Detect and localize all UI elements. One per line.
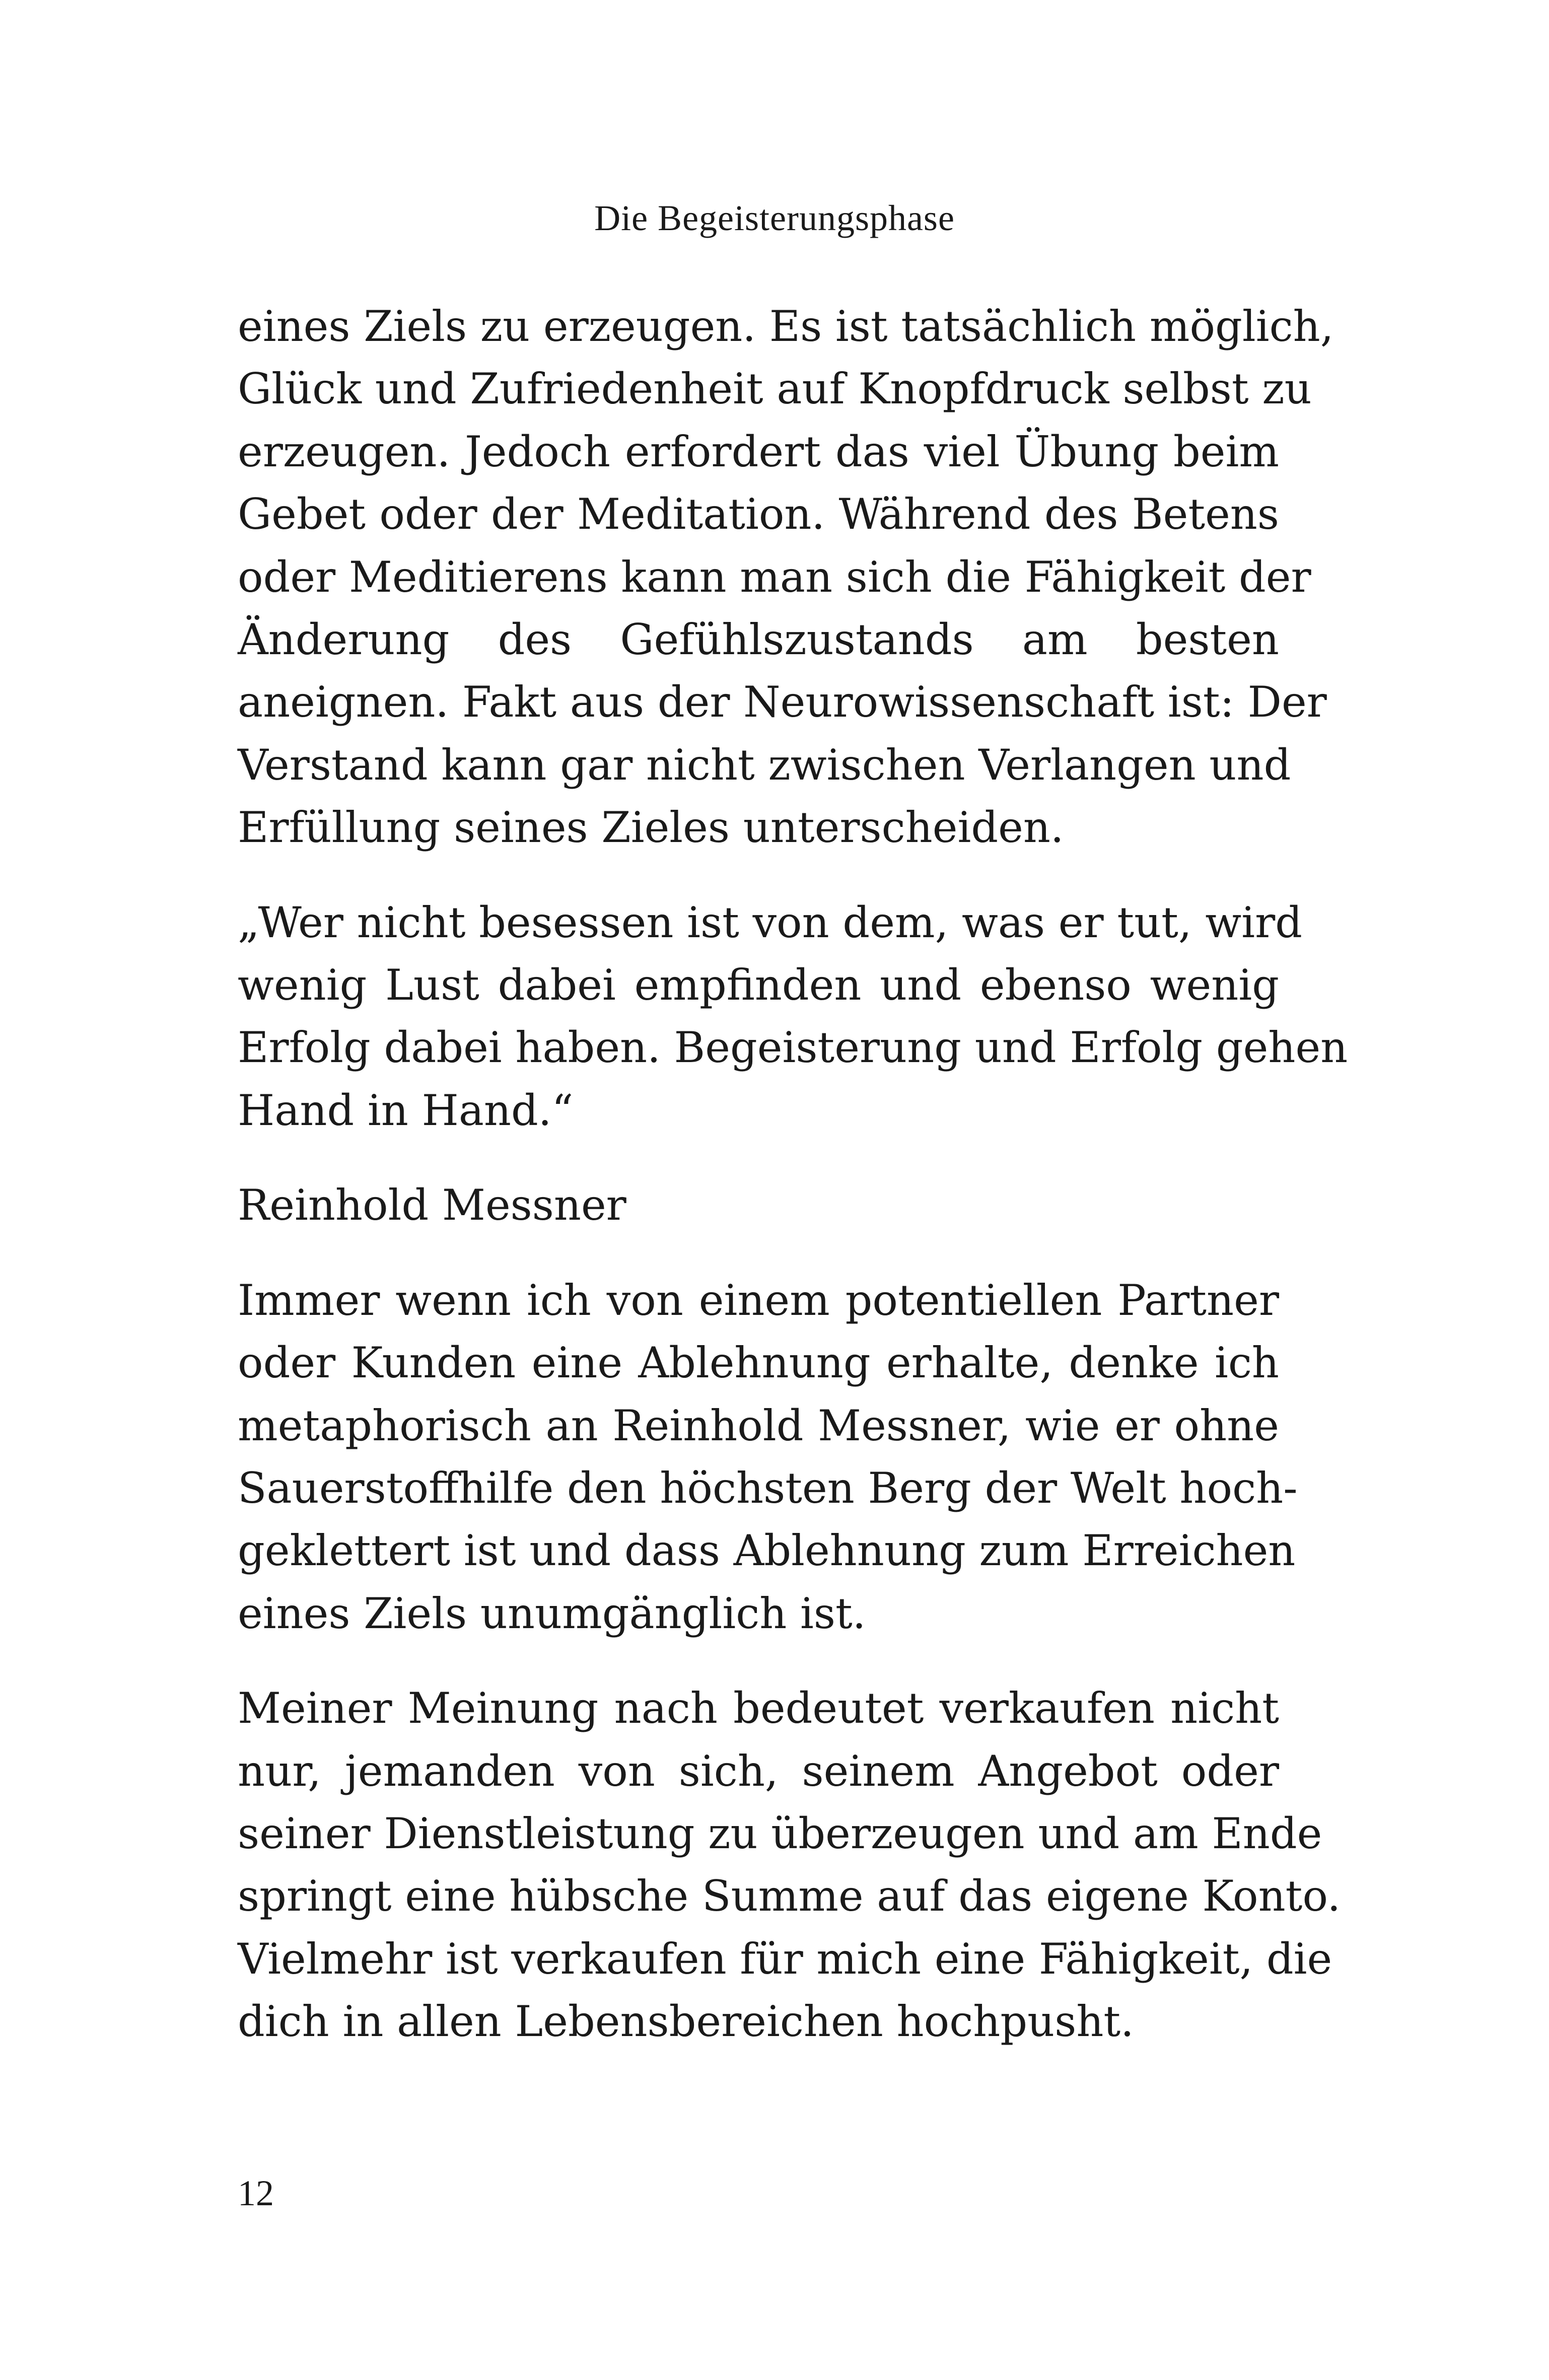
- text-line: Gebet oder der Meditation. Während des Betens: [238, 489, 1279, 539]
- text-line: seiner Dienstleistung zu überzeugen und am Ende: [238, 1808, 1322, 1858]
- text-line: springt eine hübsche Summe auf das eigene Konto.: [238, 1871, 1341, 1921]
- page-number: 12: [238, 2173, 274, 2213]
- text-line: eines Ziels zu erzeugen. Es ist tatsächlich möglich,: [238, 302, 1334, 351]
- text-line: „Wer nicht besessen ist von dem, was er tut, wird: [238, 897, 1303, 947]
- text-line: dich in allen Lebensbereichen hochpusht.: [238, 1997, 1134, 2047]
- text-line: oder Kunden eine Ablehnung erhalte, denke ich: [238, 1338, 1279, 1388]
- text-line: Immer wenn ich von einem potentiellen Partner: [238, 1275, 1279, 1325]
- paragraph-2: [238, 1269, 1298, 1645]
- text-line: Erfolg dabei haben. Begeisterung und Erfolg gehen: [238, 1023, 1348, 1073]
- text-line: Hand in Hand.“: [238, 1085, 574, 1135]
- body-text: [238, 295, 1348, 2085]
- text-line: nur, jemanden von sich, seinem Angebot oder: [238, 1746, 1279, 1796]
- text-line: Sauerstoffhilfe den höchsten Berg der Welt hoch-: [238, 1463, 1298, 1513]
- paragraph-3: [238, 1677, 1341, 2053]
- quote-attribution: [238, 1174, 1279, 1236]
- text-line: wenig Lust dabei empfinden und ebenso wenig: [238, 960, 1279, 1010]
- text-line: erzeugen. Jedoch erfordert das viel Übung beim: [238, 427, 1279, 476]
- text-line: eines Ziels unumgänglich ist.: [238, 1588, 866, 1638]
- quote-paragraph: [238, 891, 1348, 1142]
- text-line: Meiner Meinung nach bedeutet verkaufen nicht: [238, 1684, 1279, 1733]
- text-line: Änderung des Gefühlszustands am besten: [238, 615, 1279, 665]
- running-header: Die Begeisterungsphase: [594, 198, 955, 238]
- text-line: Verstand kann gar nicht zwischen Verlangen und: [238, 740, 1291, 790]
- text-line: Erfüllung seines Zieles unterscheiden.: [238, 803, 1064, 853]
- text-line: Vielmehr ist verkaufen für mich eine Fähigkeit, die: [238, 1934, 1332, 1984]
- paragraph-1: [238, 295, 1334, 859]
- text-line: geklettert ist und dass Ablehnung zum Erreichen: [238, 1526, 1296, 1576]
- text-line: Glück und Zufriedenheit auf Knopfdruck selbst zu: [238, 364, 1312, 414]
- text-line: Reinhold Messner: [238, 1180, 626, 1230]
- text-line: oder Meditierens kann man sich die Fähigkeit der: [238, 552, 1311, 602]
- text-line: metaphorisch an Reinhold Messner, wie er ohne: [238, 1401, 1279, 1450]
- text-line: aneignen. Fakt aus der Neurowissenschaft ist: Der: [238, 677, 1327, 727]
